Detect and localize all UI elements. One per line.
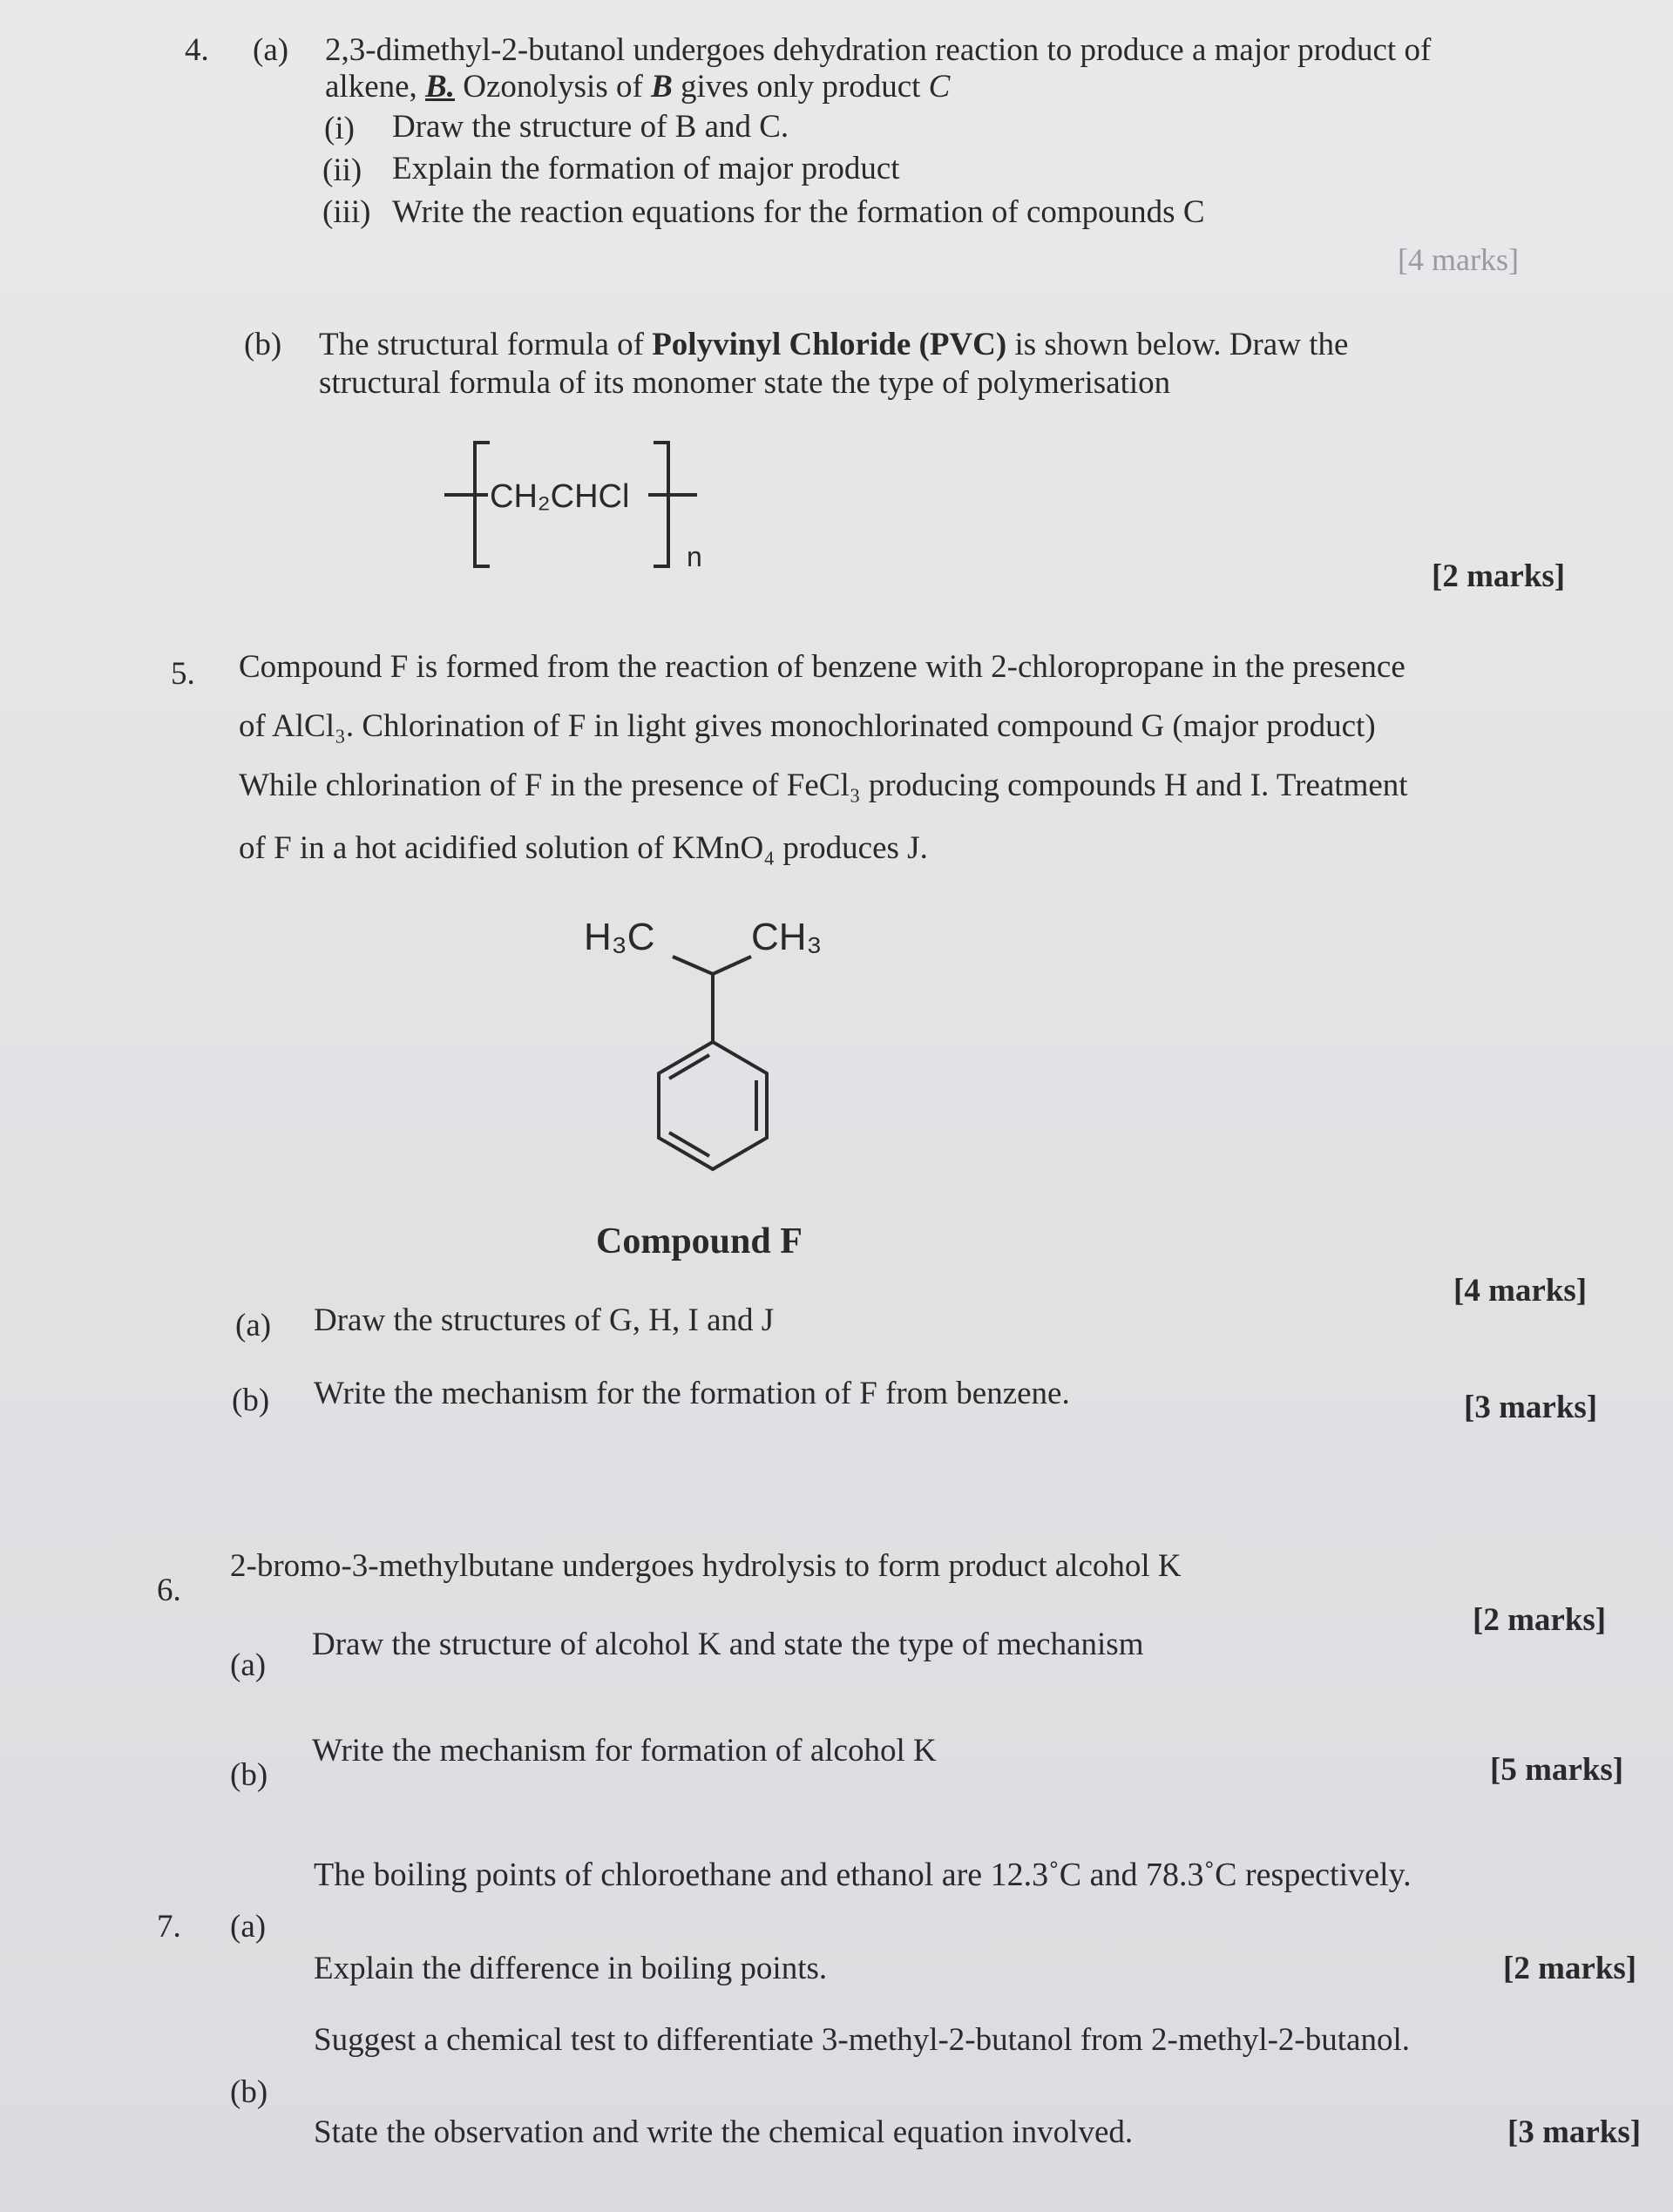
q7a-line1: The boiling points of chloroethane and ethanol are 12.3˚C and 78.3˚C respectively. xyxy=(314,1857,1412,1893)
pvc-structure-diagram xyxy=(436,427,732,575)
q7b-label: (b) xyxy=(230,2074,268,2110)
pvc-formula: CH₂CHCl xyxy=(490,478,630,515)
q5a-marks: [4 marks] xyxy=(1453,1273,1588,1309)
q4a-line1: 2,3-dimethyl-2-butanol undergoes dehydration reaction to produce a major product of xyxy=(325,32,1432,68)
q6b-marks: [5 marks] xyxy=(1490,1752,1624,1788)
structure-methyl-right: CH₃ xyxy=(751,916,823,958)
q4a-line2-post: gives only product xyxy=(672,69,929,105)
q4a-line2-pre: alkene, xyxy=(325,69,426,105)
q7a-marks: [2 marks] xyxy=(1503,1951,1637,1986)
q5a-label: (a) xyxy=(235,1308,272,1343)
q5-number: 5. xyxy=(171,656,195,692)
pvc-subscript-n: n xyxy=(687,541,702,572)
q5-line1: Compound F is formed from the reaction of benzene with 2-chloropropane in the presence xyxy=(239,649,1405,685)
q4a-line2 xyxy=(325,68,950,106)
q6a-label: (a) xyxy=(230,1647,267,1683)
q5b-text: Write the mechanism for the formation of F from benzene. xyxy=(314,1376,1070,1411)
q4a-compound-c: C xyxy=(928,69,951,105)
q4a-compound-b: B. xyxy=(425,69,455,105)
q4a-marks: [4 marks] xyxy=(1398,242,1519,277)
q6-line1: 2-bromo-3-methylbutane undergoes hydrolysis to form product alcohol K xyxy=(230,1548,1182,1584)
q7b-line2: State the observation and write the chemical equation involved. xyxy=(314,2114,1134,2150)
q5-line3: While chlorination of F in the presence of FeCl₃ producing compounds H and I. Treatment xyxy=(239,768,1408,803)
compound-f-caption: Compound F xyxy=(596,1221,803,1262)
q4a-label: (a) xyxy=(253,32,289,68)
q7a-label: (a) xyxy=(230,1909,267,1945)
q5-line4: of F in a hot acidified solution of KMnO₄ produces J. xyxy=(239,830,928,866)
q6a-text: Draw the structure of alcohol K and state the type of mechanism xyxy=(312,1627,1144,1662)
q5b-marks: [3 marks] xyxy=(1464,1390,1598,1425)
q4b-line1-pre: The structural formula of xyxy=(319,327,653,362)
q4b-pvc-name: Polyvinyl Chloride (PVC) xyxy=(652,327,1007,362)
q7b-marks: [3 marks] xyxy=(1507,2114,1642,2150)
q4a-i-text: Draw the structure of B and C. xyxy=(392,109,789,145)
q4a-ii-label: (ii) xyxy=(322,152,362,188)
q4a-iii-text: Write the reaction equations for the formation of compounds C xyxy=(392,194,1205,230)
q4b-label: (b) xyxy=(244,327,282,362)
q6a-marks: [2 marks] xyxy=(1473,1602,1607,1638)
q7-number: 7. xyxy=(157,1909,181,1945)
q4a-i-label: (i) xyxy=(324,111,355,146)
q5b-label: (b) xyxy=(232,1383,270,1418)
structure-methyl-left: H₃C xyxy=(584,916,655,958)
q6b-text: Write the mechanism for formation of alcohol K xyxy=(312,1733,937,1769)
q6b-label: (b) xyxy=(230,1757,268,1793)
q7a-line2: Explain the difference in boiling points. xyxy=(314,1951,828,1986)
q6-number: 6. xyxy=(157,1573,181,1608)
q5a-text: Draw the structures of G, H, I and J xyxy=(314,1302,775,1338)
q7b-line1: Suggest a chemical test to differentiate 3-methyl-2-butanol from 2-methyl-2-butanol. xyxy=(314,2022,1410,2058)
q4a-compound-b2: B xyxy=(651,69,673,105)
q4a-ii-text: Explain the formation of major product xyxy=(392,151,900,186)
q5-line2: of AlCl₃. Chlorination of F in light gives monochlorinated compound G (major product) xyxy=(239,708,1376,744)
q4a-iii-label: (iii) xyxy=(322,194,371,230)
q4b-marks: [2 marks] xyxy=(1432,558,1566,594)
q4-number: 4. xyxy=(185,32,209,68)
q4b-line2: structural formula of its monomer state the type of polymerisation xyxy=(319,365,1171,401)
q4b-line1 xyxy=(319,326,1348,364)
compound-f-structure xyxy=(558,906,854,1202)
q4b-line1-post: is shown below. Draw the xyxy=(1006,327,1349,362)
q4a-line2-mid: Ozonolysis of xyxy=(454,69,652,105)
